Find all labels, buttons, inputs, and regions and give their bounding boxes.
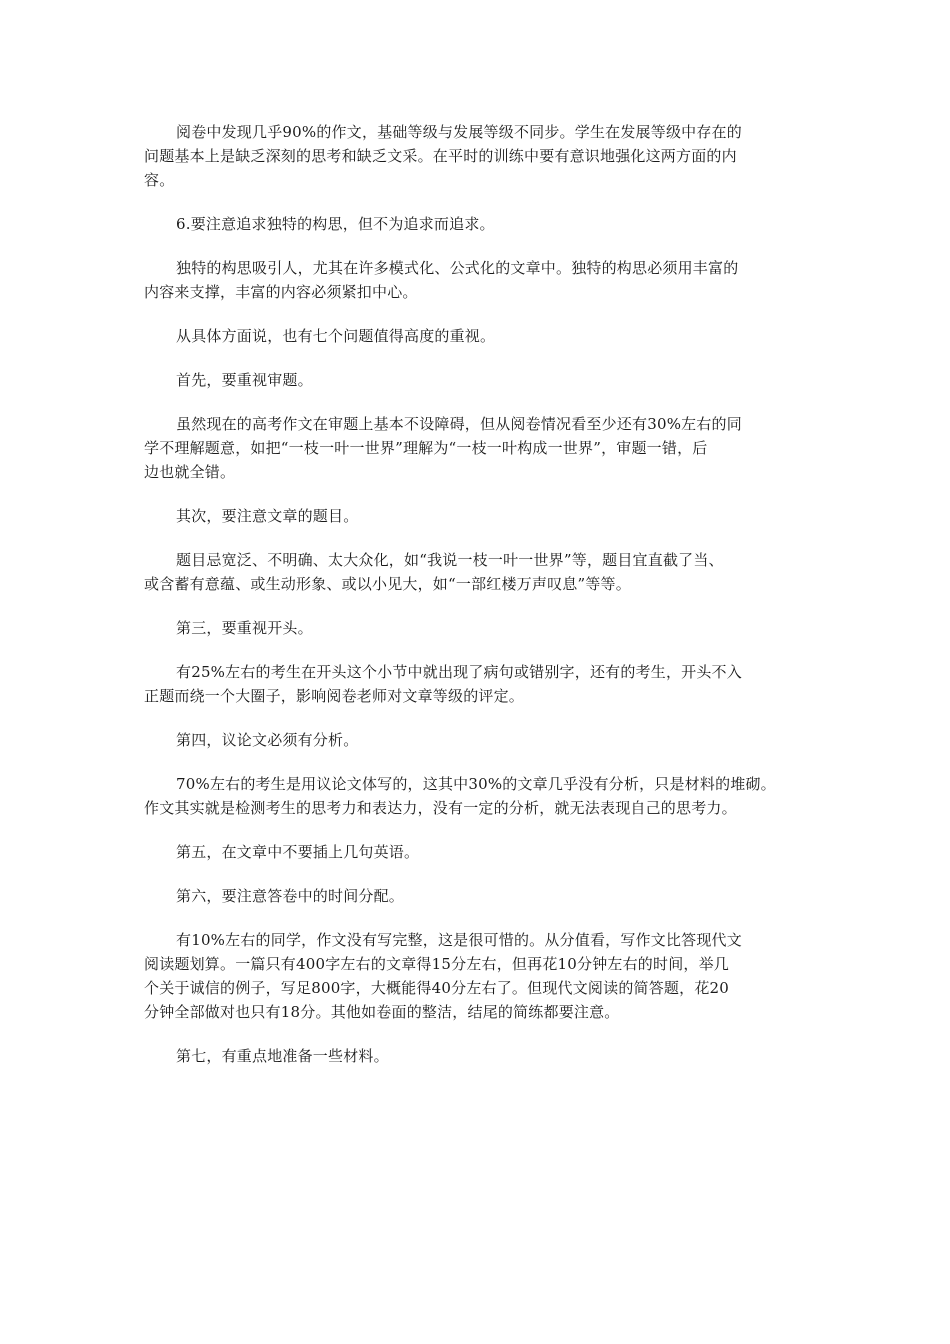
paragraph-10: 有25%左右的考生在开头这个小节中就出现了病句或错别字，还有的考生，开头不入 正题而绕一个大圈子，影响阅卷老师对文章等级的评定。 <box>144 663 742 705</box>
paragraph-6: 虽然现在的高考作文在审题上基本不设障碍，但从阅卷情况看至少还有30%左右的同 学不理解题意，如把“一枝一叶一世界”理解为“一枝一叶构成一世界”，审题一错，后 边也就全错。 <box>144 415 742 481</box>
paragraph-5: 首先，要重视审题。 <box>176 371 313 389</box>
paragraph-16: 第七，有重点地准备一些材料。 <box>176 1047 389 1065</box>
document-page <box>144 120 808 1088</box>
paragraph-9: 第三，要重视开头。 <box>176 619 313 637</box>
paragraph-7: 其次，要注意文章的题目。 <box>176 507 359 525</box>
paragraph-11: 第四，议论文必须有分析。 <box>176 731 359 749</box>
paragraph-3: 独特的构思吸引人，尤其在许多模式化、公式化的文章中。独特的构思必须用丰富的 内容来支撑，丰富的内容必须紧扣中心。 <box>144 259 739 301</box>
paragraph-1: 阅卷中发现几乎90%的作文，基础等级与发展等级不同步。学生在发展等级中存在的 问题基本上是缺乏深刻的思考和缺乏文采。在平时的训练中要有意识地强化这两方面的内 容。 <box>144 123 742 189</box>
paragraph-14: 第六，要注意答卷中的时间分配。 <box>176 887 405 905</box>
paragraph-12: 70%左右的考生是用议论文体写的，这其中30%的文章几乎没有分析，只是材料的堆砌。 作文其实就是检测考生的思考力和表达力，没有一定的分析，就无法表现自己的思考力。 <box>144 775 776 817</box>
paragraph-8: 题目忌宽泛、不明确、太大众化，如“我说一枝一叶一世界”等，题目宜直截了当、 或含蓄有意蕴、或生动形象、或以小见大，如“一部红楼万声叹息”等等。 <box>144 551 724 593</box>
paragraph-15: 有10%左右的同学，作文没有写完整，这是很可惜的。从分值看，写作文比答现代文 阅读题划算。一篇只有400字左右的文章得15分左右，但再花10分钟左右的时间，举几 个关于诚信的例子，写足800字，大概能得40分左右了。但现代文阅读的简答题，花20 分钟全部做对也只有18分。其他如卷面的整洁，结尾的简练都要注意。 <box>144 931 742 1021</box>
paragraph-13: 第五，在文章中不要插上几句英语。 <box>176 843 420 861</box>
paragraph-2: 6.要注意追求独特的构思，但不为追求而追求。 <box>176 215 495 233</box>
paragraph-4: 从具体方面说，也有七个问题值得高度的重视。 <box>176 327 496 345</box>
